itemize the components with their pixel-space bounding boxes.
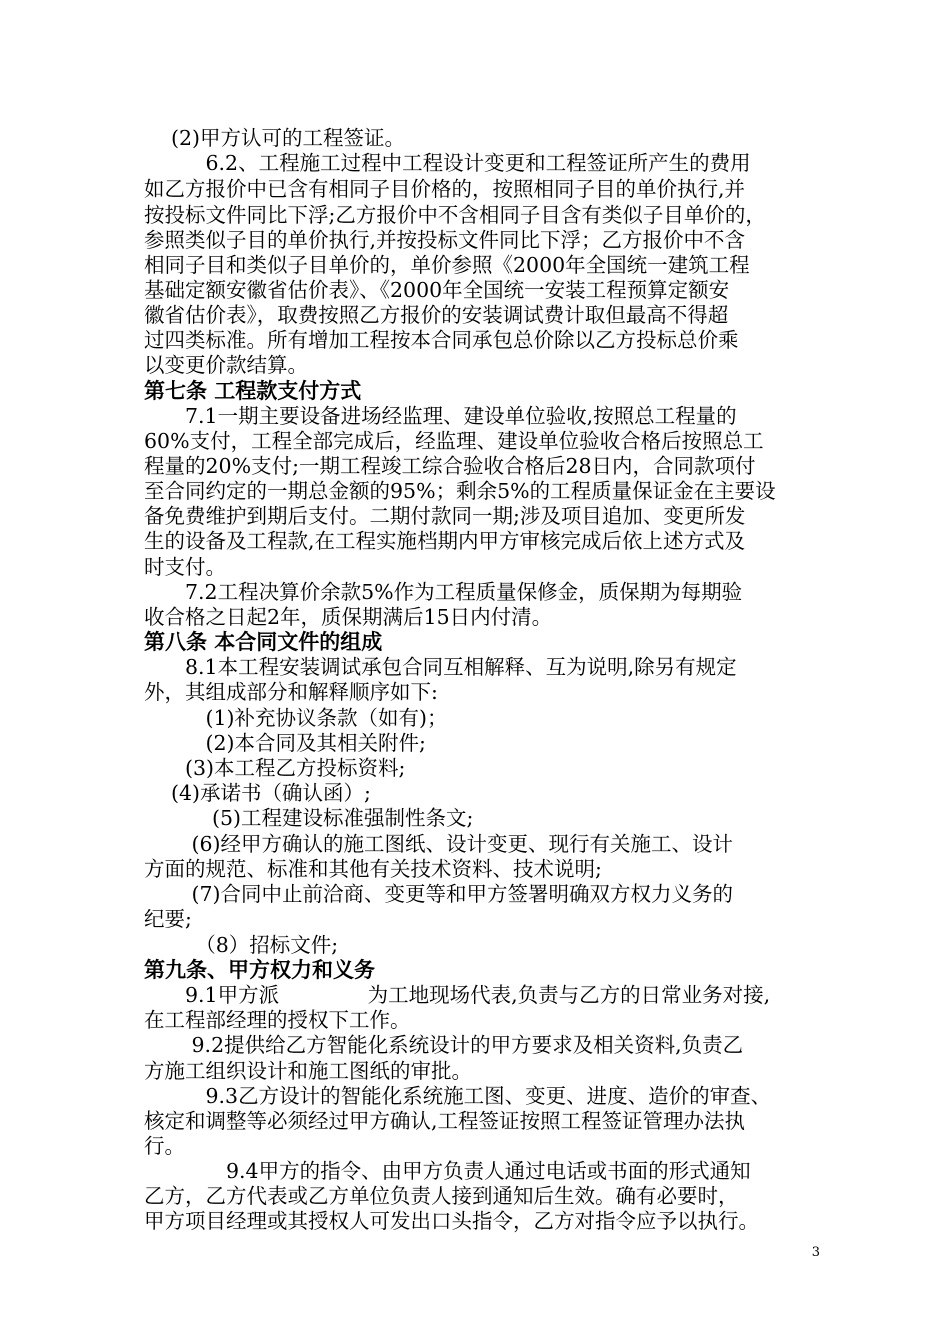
text-line: 在工程部经理的授权下工作。 [144,1008,411,1032]
text-line: 纪要; [144,907,192,931]
list-item: (7)合同中止前洽商、变更等和甲方签署明确双方权力义务的 [144,882,734,906]
text-line: 外，其组成部分和解释顺序如下: [144,680,438,704]
text-line: 过四类标准。所有增加工程按本合同承包总价除以乙方投标总价乘 [144,328,739,352]
list-item: （8）招标文件; [144,933,339,957]
text-line: 按投标文件同比下浮;乙方报价中不含相同子目含有类似子目单价的， [144,203,766,227]
page-number: 3 [811,1245,820,1260]
list-item: (6)经甲方确认的施工图纸、设计变更、现行有关施工、设计 [144,832,734,856]
text-line: 9.4甲方的指令、由甲方负责人通过电话或书面的形式通知 [144,1159,751,1183]
text-line: 如乙方报价中已含有相同子目价格的，按照相同子目的单价执行,并 [144,177,746,201]
text-line: (2)甲方认可的工程签证。 [144,126,406,150]
text-line: 8.1本工程安装调试承包合同互相解释、互为说明,除另有规定 [144,655,737,679]
section-heading: 第九条、甲方权力和义务 [144,957,375,982]
text-line: 7.2工程决算价余款5%作为工程质量保修金，质保期为每期验 [144,580,743,604]
text-line: 行。 [144,1134,185,1158]
text-line: 时支付。 [144,555,226,579]
text-line: 7.1一期主要设备进场经监理、建设单位验收,按照总工程量的 [144,404,737,428]
text-line: 备免费维护到期后支付。二期付款同一期;涉及项目追加、变更所发 [144,504,746,528]
text-line: 9.1甲方派 为工地现场代表,负责与乙方的日常业务对接, [144,983,771,1007]
text-line: 至合同约定的一期总金额的95%；剩余5%的工程质量保证金在主要设 [144,479,776,503]
text-line: 相同子目和类似子目单价的，单价参照《2000年全国统一建筑工程 [144,253,750,277]
text-line: 以变更价款结算。 [144,353,308,377]
list-item: (5)工程建设标准强制性条文; [144,806,474,830]
text-line: 乙方，乙方代表或乙方单位负责人接到通知后生效。确有必要时， [144,1184,739,1208]
list-item: (1)补充协议条款（如有)； [144,706,448,730]
list-item: (3)本工程乙方投标资料; [144,756,406,780]
text-line: 60%支付，工程全部完成后，经监理、建设单位验收合格后按照总工 [144,429,764,453]
text-line: 甲方项目经理或其授权人可发出口头指令，乙方对指令应予以执行。 [144,1209,759,1233]
text-line: 徽省估价表》，取费按照乙方报价的安装调试费计取但最高不得超 [144,303,729,327]
text-line: 6.2、工程施工过程中工程设计变更和工程签证所产生的费用 [144,151,751,175]
text-line: 参照类似子目的单价执行,并按投标文件同比下浮；乙方报价中不含 [144,228,746,252]
text-line: 方面的规范、标准和其他有关技术资料、技术说明; [144,857,602,881]
text-line: 收合格之日起2年，质保期满后15日内付清。 [144,605,553,629]
text-line: 基础定额安徽省估价表》、《2000年全国统一安装工程预算定额安 [144,278,730,302]
text-line: 程量的20%支付;一期工程竣工综合验收合格后28日内，合同款项付 [144,454,756,478]
text-line: 9.2提供给乙方智能化系统设计的甲方要求及相关资料,负责乙 [144,1033,744,1057]
text-line: 核定和调整等必须经过甲方确认,工程签证按照工程签证管理办法执 [144,1109,746,1133]
section-heading: 第七条 工程款支付方式 [144,378,362,403]
list-item: (4)承诺书（确认函）; [144,781,371,805]
text-line: 生的设备及工程款,在工程实施档期内甲方审核完成后依上述方式及 [144,529,746,553]
text-line: 9.3乙方设计的智能化系统施工图、变更、进度、造价的审查、 [144,1084,772,1108]
section-heading: 第八条 本合同文件的组成 [144,629,383,654]
list-item: (2)本合同及其相关附件; [144,731,426,755]
text-line: 方施工组织设计和施工图纸的审批。 [144,1059,472,1083]
